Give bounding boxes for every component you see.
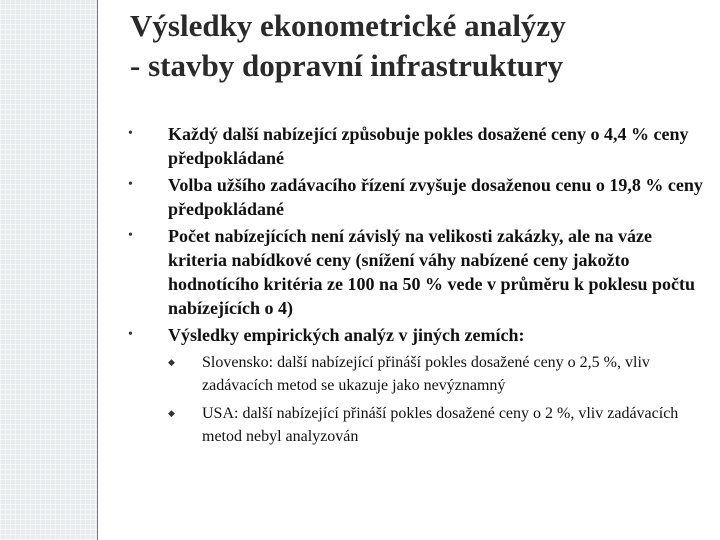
diamond-bullet-icon: ◆ <box>168 357 175 367</box>
bullet-dot-icon: • <box>128 177 133 192</box>
bullet-item-3 <box>128 224 708 320</box>
bullet-item-4 <box>128 323 708 448</box>
bullet-dot-icon: • <box>128 228 133 243</box>
sub-bullet-list <box>168 351 708 448</box>
bullet-item-1 <box>128 122 708 170</box>
bullet-text: Výsledky empirických analýz v jiných zemích: <box>168 325 525 345</box>
sub-bullet-text: Slovensko: další nabízející přináší pokles dosažené ceny o 2,5 %, vliv zadávacích metod se ukazuje jako nevýznamný <box>202 354 650 394</box>
slide-title-line-1: Výsledky ekonometrické analýzy <box>130 8 566 43</box>
bullet-text: Každý další nabízející způsobuje pokles dosažené ceny o 4,4 % ceny předpokládané <box>168 124 689 168</box>
slide-title-line-2: - stavby dopravní infrastruktury <box>130 48 564 83</box>
bullet-dot-icon: • <box>128 327 133 342</box>
bullet-dot-icon: • <box>128 126 133 141</box>
sub-bullet-item-1 <box>168 351 708 397</box>
slide-title <box>130 6 710 86</box>
sub-bullet-text: USA: další nabízející přináší pokles dosažené ceny o 2 %, vliv zadávacích metod nebyl analyzován <box>202 405 679 445</box>
bullet-text: Volba užšího zadávacího řízení zvyšuje dosaženou cenu o 19,8 % ceny předpokládané <box>168 175 703 219</box>
bullet-list <box>128 122 708 448</box>
diamond-bullet-icon: ◆ <box>168 408 175 418</box>
slide-content <box>128 122 708 453</box>
bullet-item-2 <box>128 173 708 221</box>
sub-bullet-item-2 <box>168 402 708 448</box>
bullet-text: Počet nabízejících není závislý na velikosti zakázky, ale na váze kriteria nabídkové ceny (snížení váhy nabízené ceny jakožto hodnotícího kritéria ze 100 na 50 % vede v průměru k poklesu počtu nabízejících o 4) <box>168 226 696 318</box>
decorative-side-panel <box>0 0 98 540</box>
